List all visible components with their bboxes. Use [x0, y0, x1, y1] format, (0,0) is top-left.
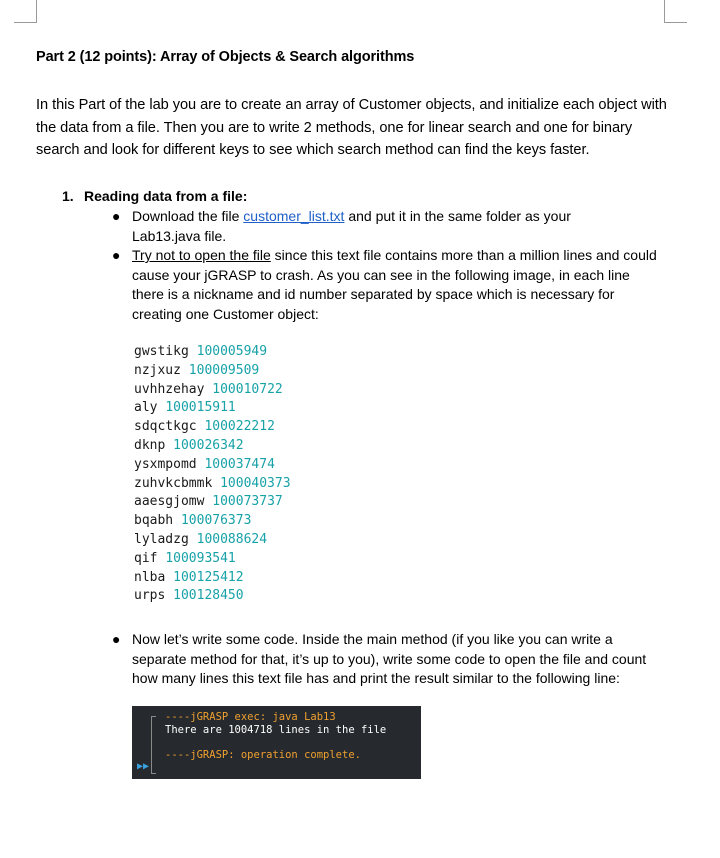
intro-paragraph: In this Part of the lab you are to create an array of Customer objects, and initialize each object with the data from a file. Then you are to write 2 methods, one for linear search and one for binary search and look for different keys to see which search method can find the keys faster. — [36, 97, 667, 158]
code-nickname: nzjxuz — [134, 362, 189, 378]
terminal-exec-line: ----jGRASP exec: java Lab13 — [165, 711, 336, 723]
customer-list-link[interactable]: customer_list.txt — [243, 208, 345, 224]
code-id: 100093541 — [165, 550, 236, 566]
code-id: 100040373 — [220, 475, 291, 491]
bullet-download-post: and put it in the same folder as your Lab13.java file. — [132, 208, 571, 244]
bracket-bottom — [151, 773, 156, 774]
code-id: 100015911 — [165, 400, 236, 416]
code-nickname: ysxmpomd — [134, 456, 205, 472]
code-id: 100037474 — [204, 456, 275, 472]
jgrasp-terminal — [132, 706, 421, 779]
code-line — [134, 493, 291, 512]
code-nickname: qif — [134, 550, 166, 566]
code-line — [134, 569, 291, 588]
play-icon: ▶▶ — [137, 761, 150, 772]
code-nickname: bqabh — [134, 513, 181, 529]
section-number: 1. — [62, 188, 74, 204]
bracket-line — [151, 716, 157, 774]
crop-mark-top-right — [664, 0, 687, 23]
code-nickname: aly — [134, 400, 166, 416]
code-line — [134, 456, 291, 475]
code-id: 100010722 — [212, 381, 283, 397]
code-nickname: urps — [134, 588, 174, 604]
bullet-write-code-text: Now let’s write some code. Inside the main method (if you like you can write a separate method for that, it’s up to you), write some code to open the file and count how many lines this text file has and print the result similar to the following line: — [132, 631, 647, 686]
code-id: 100125412 — [173, 569, 244, 585]
page-heading: Part 2 (12 points): Array of Objects & Search algorithms — [36, 49, 415, 65]
code-nickname: sdqctkgc — [134, 419, 205, 435]
warning-underlined-text: Try not to open the file — [132, 247, 271, 263]
bullet-download-pre: Download the file — [132, 208, 244, 224]
code-line — [134, 512, 291, 531]
code-nickname: uvhhzehay — [134, 381, 213, 397]
code-id: 100073737 — [212, 494, 283, 510]
section-title — [62, 188, 247, 204]
code-line — [134, 475, 291, 494]
code-nickname: lyladzg — [134, 531, 197, 547]
code-line — [134, 587, 291, 606]
terminal-output-line: There are 1004718 lines in the file — [165, 724, 387, 736]
code-id: 100005949 — [196, 344, 268, 359]
code-line — [134, 362, 291, 381]
terminal-complete-line: ----jGRASP: operation complete. — [165, 749, 361, 761]
code-line — [134, 381, 291, 400]
code-sample — [134, 343, 291, 606]
section-title-text: Reading data from a file: — [84, 188, 248, 204]
code-nickname: nlba — [134, 569, 174, 585]
code-line — [134, 399, 291, 418]
code-line — [134, 531, 291, 550]
code-line — [134, 437, 291, 456]
code-line — [134, 550, 291, 569]
bullet-dot-icon: ● — [112, 247, 121, 263]
warning-rest-text: since this text file contains more than a million lines and could cause your jGRASP to crash. As you can see in the following image, in each line there is a nickname and id number separated by space which is necessary for creating one Customer object: — [132, 247, 657, 322]
code-nickname: aaesgjomw — [134, 494, 213, 510]
code-id: 100022212 — [204, 419, 275, 435]
code-id: 100026342 — [173, 437, 244, 453]
code-line — [134, 343, 291, 362]
code-nickname: zuhvkcbmmk — [134, 475, 221, 491]
code-nickname: gwstikg — [134, 344, 197, 359]
code-id: 100128450 — [173, 588, 244, 604]
crop-mark-top-left — [14, 0, 37, 23]
bullet-dot-icon: ● — [112, 631, 121, 647]
code-line — [134, 418, 291, 437]
code-id: 100009509 — [188, 362, 260, 378]
code-id: 100076373 — [180, 513, 252, 529]
code-nickname: dknp — [134, 437, 174, 453]
code-id: 100088624 — [196, 531, 268, 547]
bullet-dot-icon: ● — [112, 208, 121, 224]
